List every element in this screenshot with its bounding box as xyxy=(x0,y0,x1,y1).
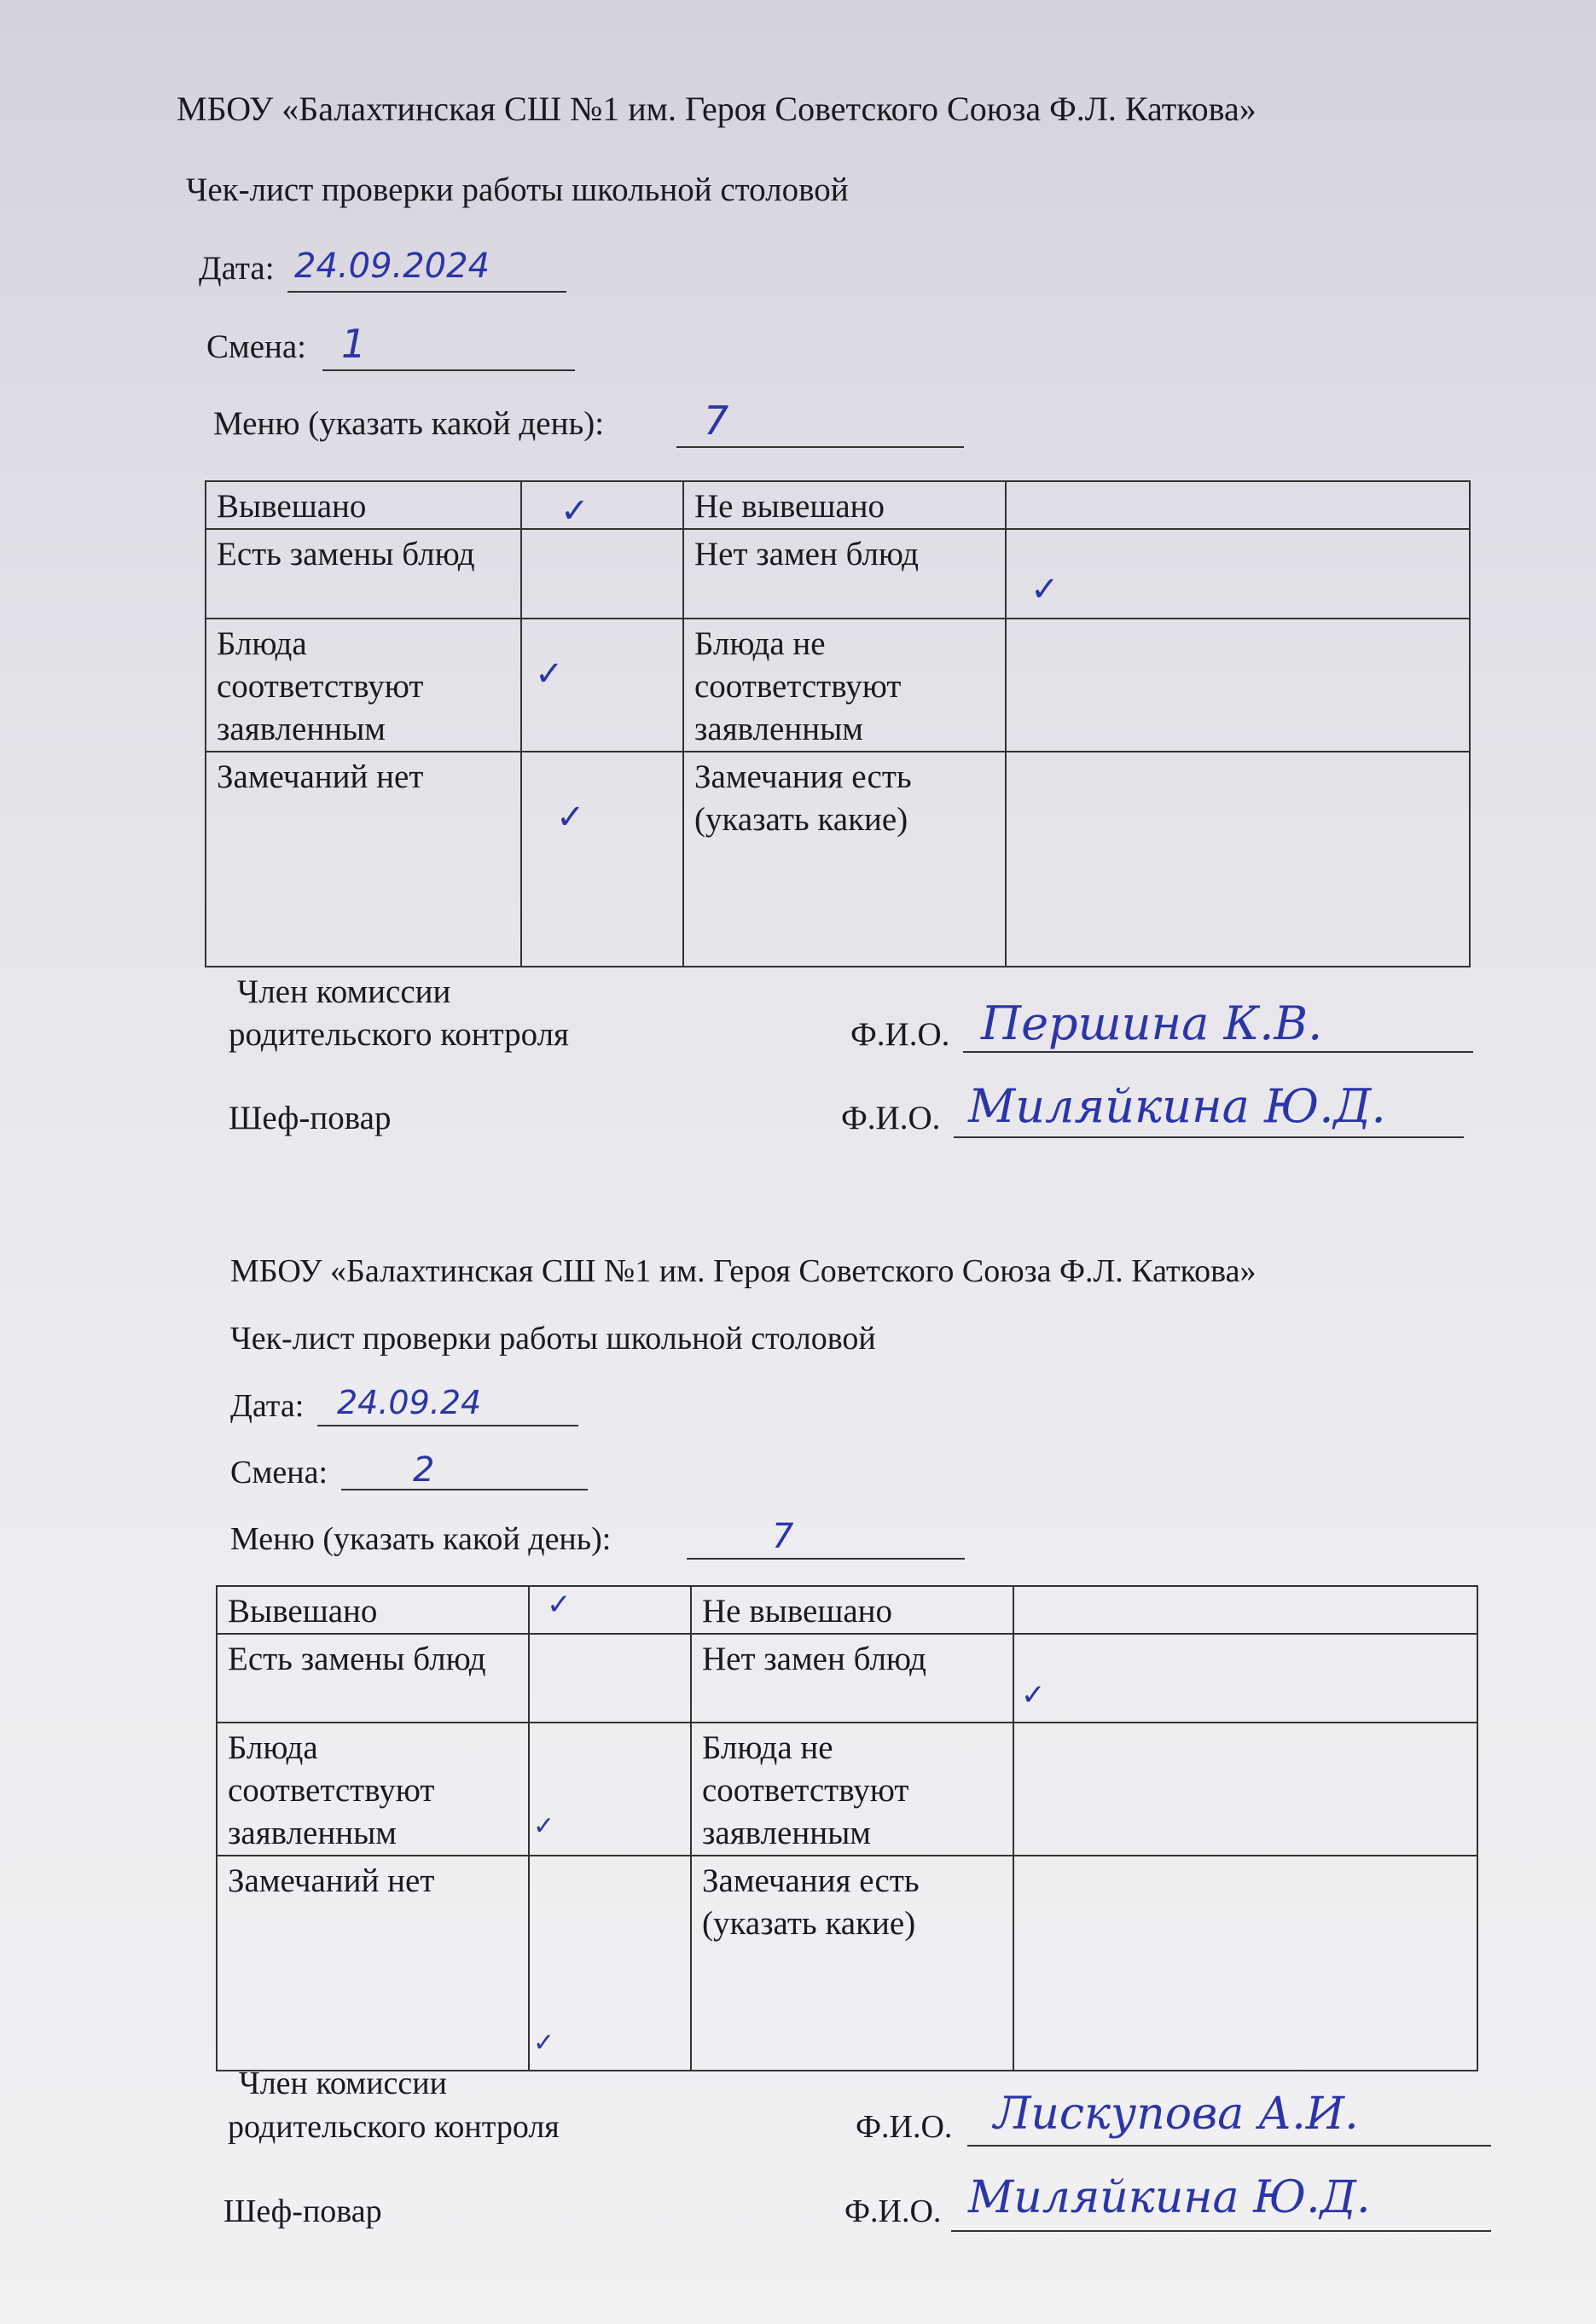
check-mark-icon: ✓ xyxy=(560,491,589,531)
table-row xyxy=(217,1586,1477,1634)
criterion-label: Вывешано xyxy=(206,481,521,529)
fio-label: Ф.И.О. xyxy=(856,2109,953,2145)
chef-signature-line xyxy=(954,1136,1464,1138)
member-signature[interactable]: Першина К.В. xyxy=(981,996,1323,1050)
member-label: Член комиссии xyxy=(237,973,451,1010)
fio-label: Ф.И.О. xyxy=(850,1016,950,1053)
criterion-label: Замечания есть (указать какие) xyxy=(691,1856,1013,2071)
criterion-label: Блюда соответствуют заявленным xyxy=(206,619,521,752)
shift-value[interactable]: 2 xyxy=(413,1450,435,1490)
shift-underline xyxy=(322,369,575,371)
criterion-label: Замечания есть (указать какие) xyxy=(683,752,1006,967)
member-label: Член комиссии xyxy=(239,2065,447,2101)
date-label: Дата: xyxy=(199,250,275,287)
date-underline xyxy=(317,1425,578,1426)
member-label-line2: родительского контроля xyxy=(229,1016,569,1053)
member-signature[interactable]: Лискупова А.И. xyxy=(994,2089,1359,2140)
checkbox-cell[interactable] xyxy=(1006,752,1470,967)
checkbox-cell[interactable] xyxy=(1013,1856,1477,2071)
table-row xyxy=(206,481,1470,529)
menu-label: Меню (указать какой день): xyxy=(230,1521,612,1557)
date-value[interactable]: 24.09.24 xyxy=(337,1384,482,1421)
check-mark-icon: ✓ xyxy=(547,1588,572,1622)
form-title: Чек-лист проверки работы школьной столовой xyxy=(230,1321,876,1357)
check-mark-icon: ✓ xyxy=(535,654,564,694)
checkbox-cell[interactable] xyxy=(1013,1586,1477,1634)
shift-value[interactable]: 1 xyxy=(341,321,367,367)
school-name: МБОУ «Балахтинская СШ №1 им. Героя Советского Союза Ф.Л. Каткова» xyxy=(230,1253,1256,1289)
fio-label: Ф.И.О. xyxy=(844,2193,942,2229)
check-mark-icon: ✓ xyxy=(533,2028,555,2058)
menu-underline xyxy=(676,446,964,448)
checkbox-cell[interactable] xyxy=(529,1634,691,1723)
chef-signature[interactable]: Миляйкина Ю.Д. xyxy=(968,1079,1386,1133)
check-mark-icon: ✓ xyxy=(1021,1678,1046,1712)
criterion-label: Блюда соответствуют заявленным xyxy=(217,1723,529,1856)
checkbox-cell[interactable] xyxy=(521,619,683,752)
checklist-table xyxy=(216,1585,1478,2071)
shift-underline xyxy=(341,1489,588,1490)
chef-signature[interactable]: Миляйкина Ю.Д. xyxy=(968,2172,1371,2223)
criterion-label: Есть замены блюд xyxy=(206,529,521,619)
table-row xyxy=(217,1856,1477,2071)
menu-value[interactable]: 7 xyxy=(772,1517,794,1556)
check-mark-icon: ✓ xyxy=(556,798,585,837)
menu-underline xyxy=(687,1558,965,1560)
criterion-label: Замечаний нет xyxy=(206,752,521,967)
criterion-label: Нет замен блюд xyxy=(691,1634,1013,1723)
date-label: Дата: xyxy=(230,1388,305,1424)
shift-label: Смена: xyxy=(206,328,307,365)
checkbox-cell[interactable] xyxy=(529,1723,691,1856)
criterion-label: Нет замен блюд xyxy=(683,529,1006,619)
table-row xyxy=(206,619,1470,752)
criterion-label: Не вывешано xyxy=(683,481,1006,529)
checkbox-cell[interactable] xyxy=(1006,481,1470,529)
checkbox-cell[interactable] xyxy=(1006,529,1470,619)
checkbox-cell[interactable] xyxy=(1006,619,1470,752)
member-signature-line xyxy=(967,2145,1491,2147)
fio-label: Ф.И.О. xyxy=(841,1100,941,1136)
checkbox-cell[interactable] xyxy=(521,481,683,529)
table-row xyxy=(206,529,1470,619)
school-name: МБОУ «Балахтинская СШ №1 им. Героя Советского Союза Ф.Л. Каткова» xyxy=(177,90,1256,128)
form-title: Чек-лист проверки работы школьной столовой xyxy=(186,171,849,208)
member-signature-line xyxy=(963,1051,1473,1053)
checkbox-cell[interactable] xyxy=(1013,1723,1477,1856)
date-value[interactable]: 24.09.2024 xyxy=(294,247,490,286)
menu-label: Меню (указать какой день): xyxy=(213,405,605,442)
criterion-label: Есть замены блюд xyxy=(217,1634,529,1723)
chef-label: Шеф-повар xyxy=(229,1100,392,1136)
table-row xyxy=(217,1723,1477,1856)
menu-value[interactable]: 7 xyxy=(704,398,729,444)
checkbox-cell[interactable] xyxy=(1013,1634,1477,1723)
criterion-label: Блюда не соответствуют заявленным xyxy=(683,619,1006,752)
checkbox-cell[interactable] xyxy=(529,1856,691,2071)
checklist-table xyxy=(205,480,1471,967)
check-mark-icon: ✓ xyxy=(1030,570,1059,609)
check-mark-icon: ✓ xyxy=(533,1811,555,1841)
shift-label: Смена: xyxy=(230,1455,328,1490)
criterion-label: Замечаний нет xyxy=(217,1856,529,2071)
table-row xyxy=(217,1634,1477,1723)
criterion-label: Блюда не соответствуют заявленным xyxy=(691,1723,1013,1856)
chef-signature-line xyxy=(951,2230,1491,2232)
checkbox-cell[interactable] xyxy=(521,529,683,619)
checkbox-cell[interactable] xyxy=(529,1586,691,1634)
chef-label: Шеф-повар xyxy=(223,2193,382,2229)
date-underline xyxy=(287,291,566,293)
criterion-label: Не вывешано xyxy=(691,1586,1013,1634)
member-label-line2: родительского контроля xyxy=(228,2109,560,2145)
checkbox-cell[interactable] xyxy=(521,752,683,967)
criterion-label: Вывешано xyxy=(217,1586,529,1634)
table-row xyxy=(206,752,1470,967)
